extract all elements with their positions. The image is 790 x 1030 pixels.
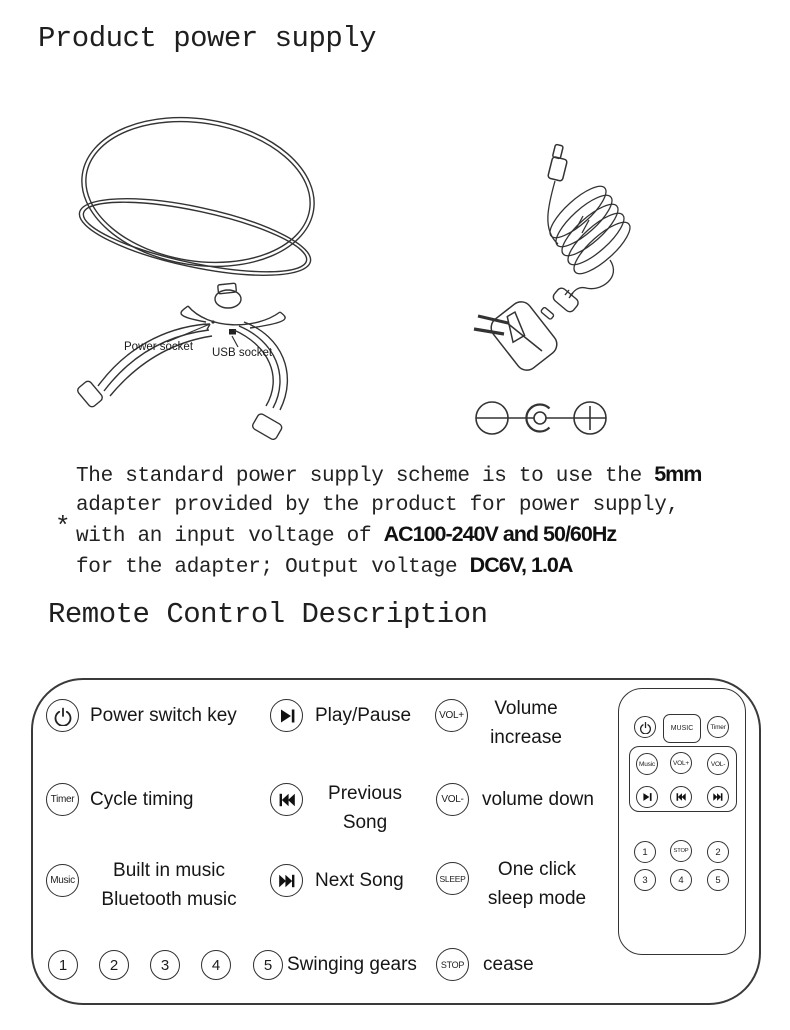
page-title: Product power supply <box>38 22 377 55</box>
remote-vol-up-button: VOL+ <box>670 752 692 774</box>
adapter-body <box>474 297 561 374</box>
legend-power-label: Power switch key <box>90 705 237 726</box>
play-pause-icon <box>270 699 303 732</box>
hub-and-base <box>181 283 285 334</box>
adapter-drawing <box>450 120 680 450</box>
legend-previous-label: Previous Song <box>328 783 402 833</box>
power-socket-label: Power socket <box>124 341 194 353</box>
volume-down-icon: VOL- <box>436 783 469 816</box>
timer-icon: Timer <box>46 783 79 816</box>
legend-music-label: Built in music Bluetooth music <box>101 860 237 910</box>
note-line-2: adapter provided by the product for power supply, <box>76 494 679 517</box>
gear-3-icon: 3 <box>150 950 180 980</box>
remote-music-button: Music <box>636 753 658 775</box>
left-leg <box>76 324 212 408</box>
remote-stop-button: STOP <box>670 840 692 862</box>
remote-power-button <box>634 716 656 738</box>
legend-timer-label: Cycle timing <box>90 789 194 810</box>
remote-gear-3-button: 3 <box>634 869 656 891</box>
product-drawing <box>60 90 400 450</box>
remote-gear-5-button: 5 <box>707 869 729 891</box>
gear-4-icon: 4 <box>201 950 231 980</box>
gear-2-icon: 2 <box>99 950 129 980</box>
stop-icon: STOP <box>436 948 469 981</box>
legend-next-label: Next Song <box>315 870 404 891</box>
sleep-icon: SLEEP <box>436 862 469 895</box>
remote-timer-button: Timer <box>707 716 729 738</box>
dc-plug-tip <box>548 144 568 181</box>
note-line-3: with an input voltage of AC100-240V and 50/60Hz <box>76 522 617 548</box>
dc-polarity-symbol <box>476 402 606 434</box>
gear-1-icon: 1 <box>48 950 78 980</box>
power-icon <box>46 699 79 732</box>
volume-up-icon: VOL+ <box>435 699 468 732</box>
remote-next-button <box>707 786 729 808</box>
right-leg <box>234 322 287 441</box>
remote-gear-4-button: 4 <box>670 869 692 891</box>
note-marker: * <box>55 512 71 542</box>
legend-volume-up-label: Volume increase <box>490 698 562 748</box>
legend-volume-down-label: volume down <box>482 789 594 810</box>
usb-socket-label: USB socket <box>212 347 273 359</box>
remote-vol-down-button: VOL- <box>707 753 729 775</box>
legend-play-pause-label: Play/Pause <box>315 705 412 726</box>
note-line-4: for the adapter; Output voltage DC6V, 1.0A <box>76 553 573 579</box>
remote-previous-button <box>670 786 692 808</box>
next-track-icon <box>270 864 303 897</box>
legend-stop-label: cease <box>483 954 534 975</box>
cable-coil <box>543 179 637 296</box>
remote-music-group-label: MUSIC <box>663 714 701 743</box>
music-icon: Music <box>46 864 79 897</box>
remote-section-title: Remote Control Description <box>48 598 488 631</box>
canopy-hoop <box>71 102 325 283</box>
legend-sleep-label: One click sleep mode <box>487 859 587 909</box>
legend-gears-label: Swinging gears <box>287 954 417 975</box>
note-line-1: The standard power supply scheme is to use the 5mm <box>76 462 702 488</box>
remote-control-graphic <box>618 688 746 955</box>
power-note <box>76 460 736 582</box>
gear-5-icon: 5 <box>253 950 283 980</box>
remote-play-pause-button <box>636 786 658 808</box>
remote-gear-2-button: 2 <box>707 841 729 863</box>
seat-rim <box>73 183 316 291</box>
remote-gear-1-button: 1 <box>634 841 656 863</box>
